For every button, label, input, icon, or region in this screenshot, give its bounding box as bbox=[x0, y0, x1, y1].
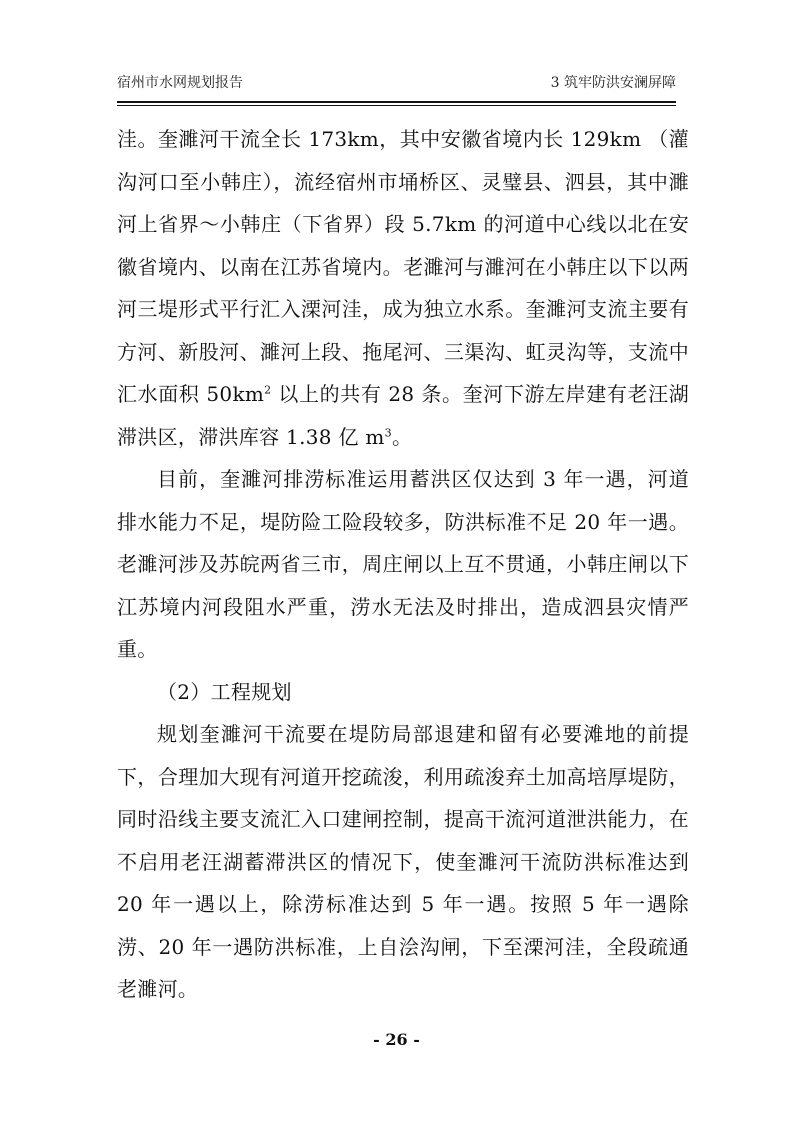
paragraph-text-part3: 。 bbox=[391, 424, 413, 449]
page-number: - 26 - bbox=[373, 1030, 420, 1049]
page-body bbox=[117, 118, 689, 1011]
chapter-title: 3 筑牢防洪安澜屏障 bbox=[550, 75, 676, 91]
report-title: 宿州市水网规划报告 bbox=[117, 75, 243, 91]
paragraph-engineering-plan: 规划奎濉河干流要在堤防局部退建和留有必要滩地的前提下，合理加大现有河道开挖疏浚，利用疏浚弃土加高培厚堤防，同时沿线主要支流汇入口建闸控制，提高干流河道泄洪能力，在不启用老汪湖蓄滞洪区的情况下，使奎濉河干流防洪标准达到 20 年一遇以上，除涝标准达到 5 年一遇。按照 5 年一遇除涝、20 年一遇防洪标准，上自浍沟闸，下至溧河洼，全段疏通老濉河。 bbox=[117, 722, 689, 1001]
superscript-2: 2 bbox=[264, 383, 272, 397]
header-rule-thin bbox=[117, 105, 676, 106]
superscript-3: 3 bbox=[384, 425, 392, 439]
section-heading: （2）工程规划 bbox=[157, 679, 292, 704]
paragraph-text-part1: 洼。奎濉河干流全长 173km，其中安徽省境内长 129km （灌沟河口至小韩庄），流经宿州市埇桥区、灵璧县、泗县，其中濉河上省界～小韩庄（下省界）段 5.7km 的河道中心线以北在安徽省境内、以南在江苏省境内。老濉河与濉河在小韩庄以下以两河三堤形式平行汇入溧河洼，成为独立水系。奎濉河支流主要有方河、新股河、濉河上段、拖尾河、三渠沟、虹灵沟等，支流中汇水面积 50km bbox=[117, 127, 689, 406]
paragraph-continued bbox=[117, 118, 689, 458]
header-rule-thick bbox=[117, 101, 676, 103]
paragraph-text-part2: 以上的共有 28 条。奎河下游左岸建有老汪湖滞洪区，滞洪库容 1.38 亿 m bbox=[117, 382, 689, 449]
page-header bbox=[117, 72, 676, 96]
paragraph-current-status: 目前，奎濉河排涝标准运用蓄洪区仅达到 3 年一遇，河道排水能力不足，堤防险工险段较多，防洪标准不足 20 年一遇。老濉河涉及苏皖两省三市，周庄闸以上互不贯通，小韩庄闸以下江苏境内河段阻水严重，涝水无法及时排出，造成泗县灾情严重。 bbox=[117, 467, 689, 661]
